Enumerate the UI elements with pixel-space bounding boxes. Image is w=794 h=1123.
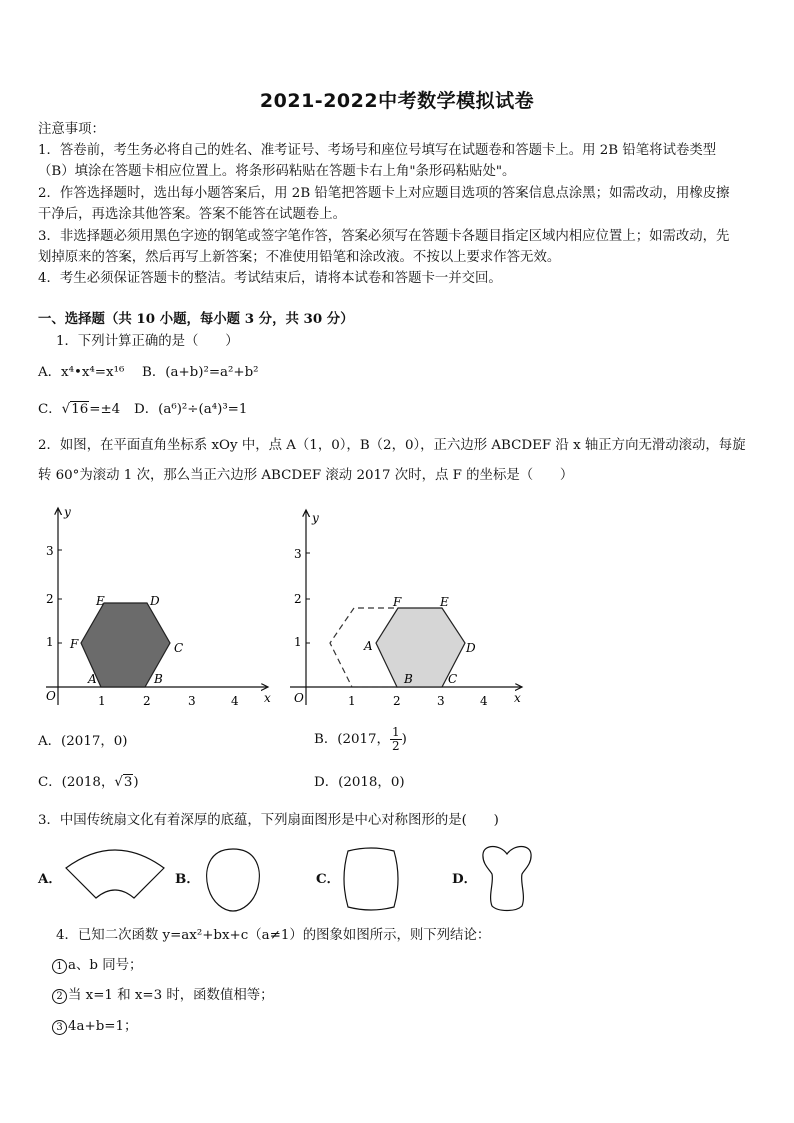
q1-stem: 1．下列计算正确的是（ ） [56,334,239,349]
vertex-d: D [150,594,160,608]
q2-option-b [314,725,407,755]
q2-b-numerator: 1 [391,725,400,739]
q4-stem: 4．已知二次函数 y=ax²+bx+c（a≠1）的图象如图所示，则下列结论： [56,928,491,943]
notice-line-4: 干净后，再选涂其他答案。答案不能答在试题卷上。 [38,207,346,222]
q4-item-1-text: a、b 同号； [68,958,143,973]
vertex-a: A [364,639,373,653]
vertex-e: E [96,594,105,608]
x-tick-3: 3 [188,694,196,708]
q2-c-suffix: ) [133,775,139,790]
y-tick-2: 2 [294,592,302,606]
vertex-b: B [154,672,163,686]
x-tick-3: 3 [437,694,445,708]
q3-option-a-label: A． [38,871,62,887]
q2-b-prefix: B．(2017， [314,732,390,747]
x-tick-4: 4 [231,694,239,708]
q2-line-2: 转 60°为滚动 1 次，那么当正六边形 ABCDEF 滚动 2017 次时，点 F 的坐标是（ ） [38,468,574,483]
origin-label: O [294,691,304,705]
q2-option-c: C．(2018，√3) [38,775,139,790]
q2-figure-left [36,500,276,715]
q3-option-d-label: D． [452,871,478,887]
q1-c-prefix: C． [38,402,62,417]
vertex-e: E [440,595,449,609]
y-tick-1: 1 [46,635,54,649]
q2-c-prefix: C．(2018， [38,775,115,790]
notice-line-1: 1．答卷前，考生务必将自己的姓名、准考证号、考场号和座位号填写在试题卷和答题卡上。用 2B 铅笔将试卷类型 [38,143,717,158]
q1-option-d: D．(a⁶)²÷(a⁴)³=1 [134,402,248,417]
q2-option-a: A．(2017，0) [38,734,128,749]
q2-c-radicand: 3 [123,775,133,790]
x-tick-1: 1 [98,694,106,708]
x-tick-1: 1 [348,694,356,708]
q3-fan-d [478,840,536,914]
q1-option-b: B．(a+b)²=a²+b² [142,365,259,380]
vertex-a: A [88,672,97,686]
notice-line-5: 3．非选择题必须用黑色字迹的钢笔或签字笔作答，答案必须写在答题卡各题目指定区域内相应位置上；如需改动，先 [38,229,730,244]
x-tick-2: 2 [143,694,151,708]
q4-item-2-mark: 2 [52,989,67,1004]
q3-fan-c [340,843,402,915]
vertex-f: F [393,595,402,609]
vertex-c: C [174,641,184,655]
q3-option-b-label: B． [175,871,200,887]
vertex-b: B [404,672,413,686]
notice-line-6: 划掉原来的答案，然后再写上新答案；不准使用铅笔和涂改液。不按以上要求作答无效。 [38,250,561,265]
q1-c-radicand: 16 [71,402,89,417]
notice-line-2: （B）填涂在答题卡相应位置上。将条形码粘贴在答题卡右上角"条形码粘贴处"。 [38,164,516,179]
q2-option-d: D．(2018，0) [314,775,405,790]
q4-item-2-text: 当 x=1 和 x=3 时，函数值相等； [68,988,274,1003]
q4-item-3 [52,1018,137,1036]
section-heading: 一、选择题（共 10 小题，每小题 3 分，共 30 分） [38,311,354,327]
q2-b-suffix: ) [401,732,407,747]
origin-label: O [46,689,56,703]
x-tick-4: 4 [480,694,488,708]
notice-heading: 注意事项： [38,122,105,137]
q3-fan-b [202,843,264,915]
q3-stem: 3．中国传统扇文化有着深厚的底蕴，下列扇面图形是中心对称图形的是( ) [38,813,499,828]
q4-item-3-mark: 3 [52,1020,67,1035]
notice-line-3: 2．作答选择题时，选出每小题答案后，用 2B 铅笔把答题卡上对应题目选项的答案信息点涂黑；如需改动，用橡皮擦 [38,186,730,201]
q3-fan-a [60,846,170,906]
exam-title: 2021-2022中考数学模拟试卷 [259,90,535,112]
vertex-d: D [466,641,476,655]
q1-option-a: A．x⁴•x⁴=x¹⁶ [38,365,125,380]
q3-option-c-label: C． [316,871,341,887]
q4-item-1 [52,957,142,975]
y-tick-3: 3 [46,544,54,558]
y-axis-label: y [312,511,319,525]
y-tick-2: 2 [46,592,54,606]
q4-item-3-text: 4a+b=1； [68,1019,138,1034]
q2-b-fraction [390,726,402,753]
q1-c-suffix: =±4 [89,402,121,417]
x-axis-label: x [514,691,521,705]
y-axis-label: y [64,505,71,519]
vertex-f: F [70,637,79,651]
q1-option-c: C．√16=±4 [38,402,121,417]
q2-figure-right [284,502,529,717]
q4-item-2 [52,987,274,1005]
y-tick-1: 1 [294,635,302,649]
q4-item-1-mark: 1 [52,959,67,974]
y-tick-3: 3 [294,547,302,561]
notice-line-7: 4．考生必须保证答题卡的整洁。考试结束后，请将本试卷和答题卡一并交回。 [38,271,502,286]
x-axis-label: x [264,691,271,705]
vertex-c: C [448,672,458,686]
q2-line-1: 2．如图，在平面直角坐标系 xOy 中，点 A（1，0），B（2，0），正六边形 ABCDEF 沿 x 轴正方向无滑动滚动，每旋 [38,438,746,453]
q2-b-denominator: 2 [391,739,400,753]
x-tick-2: 2 [393,694,401,708]
